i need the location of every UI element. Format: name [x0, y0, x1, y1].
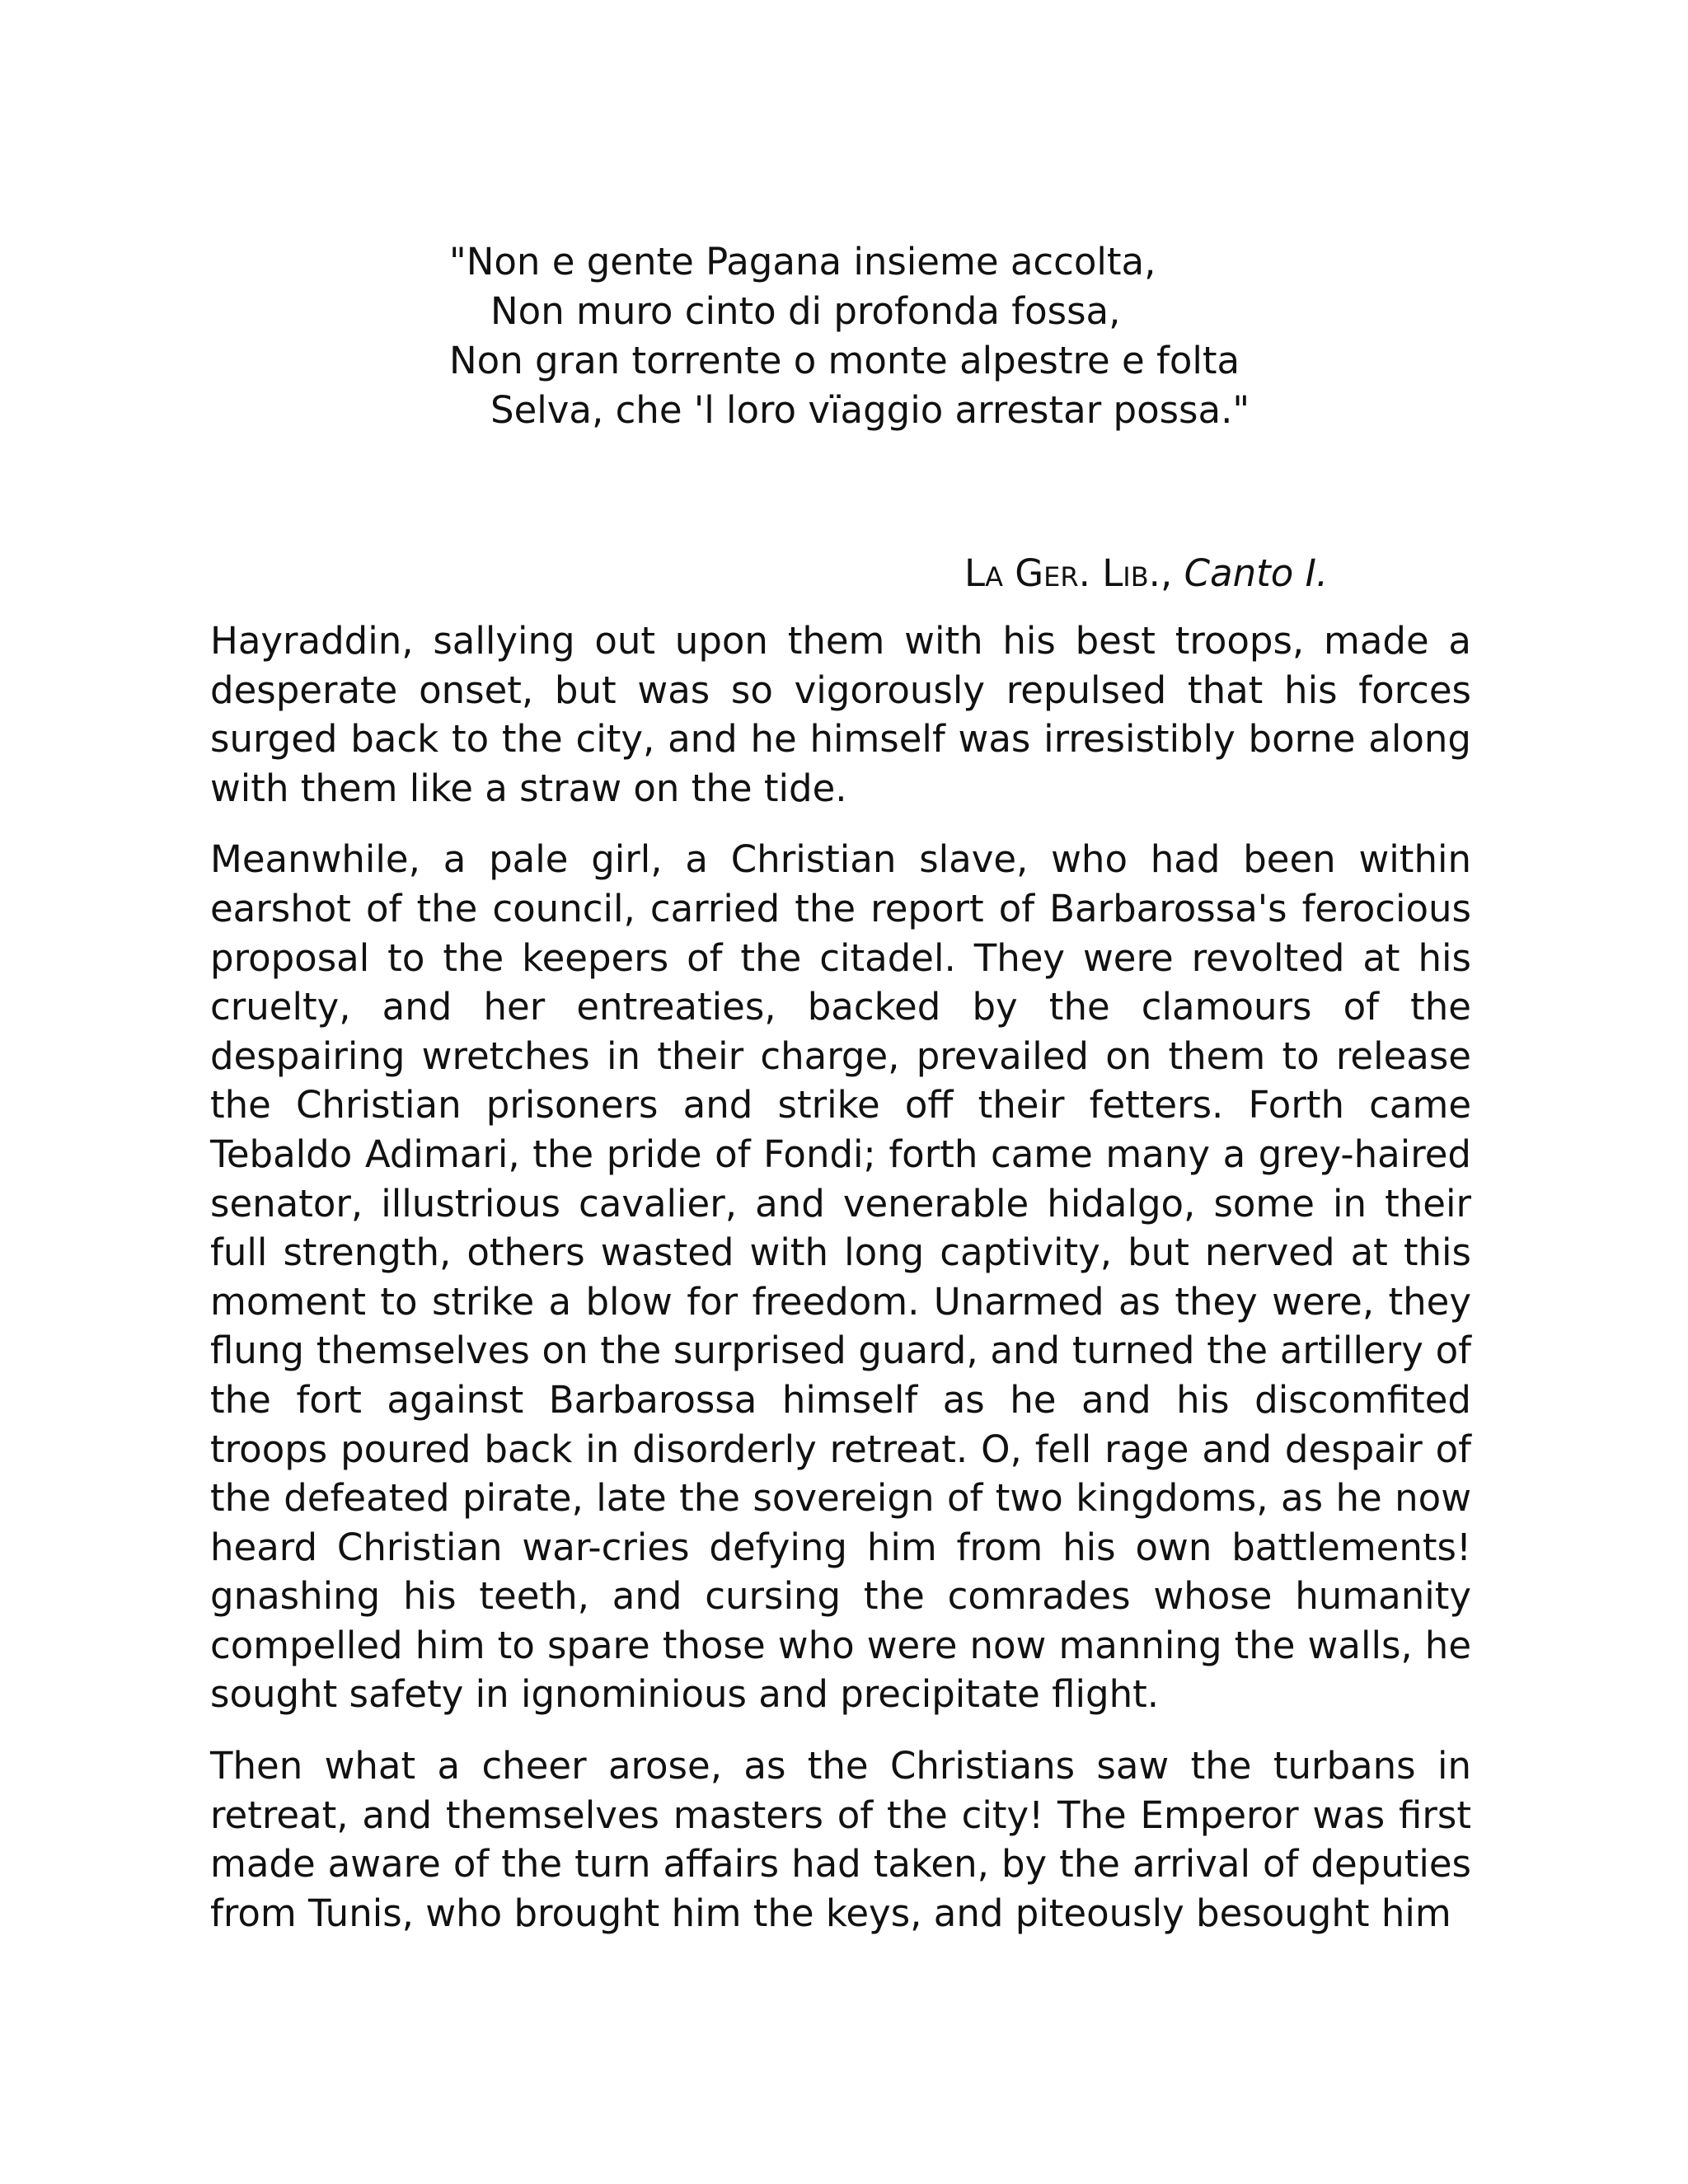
attribution-source: La Ger. Lib., — [964, 551, 1173, 595]
verse-line-1: "Non e gente Pagana insieme accolta, — [449, 240, 1156, 284]
body-text — [210, 616, 1471, 1960]
attribution-canto: Canto I. — [1184, 551, 1329, 595]
epigraph-verse — [449, 237, 1250, 435]
verse-line-4: Selva, che 'l loro vïaggio arrestar possa." — [490, 388, 1250, 432]
paragraph-1: Hayraddin, sallying out upon them with his best troops, made a desperate onset, but was so vigorously repulsed that his forces surged back to the city, and he himself was irresistibly borne along with them like a straw on the tide. — [210, 619, 1471, 810]
verse-line-3: Non gran torrente o monte alpestre e folta — [449, 339, 1240, 382]
paragraph-3: Then what a cheer arose, as the Christians saw the turbans in retreat, and themselves masters of the city! The Emperor was first made aware of the turn affairs had taken, by the arrival of deputies from Tunis, who brought him the keys, and piteously besought him — [210, 1744, 1471, 1935]
verse-line-2: Non muro cinto di profonda fossa, — [490, 289, 1121, 333]
paragraph-2: Meanwhile, a pale girl, a Christian slave, who had been within earshot of the council, carried the report of Barbarossa's ferocious proposal to the keepers of the citadel. They were revolted at his cruelty, and her entreaties, backed by the clamours of the despairing wretches in their charge, prevailed on them to release the Christian prisoners and strike off their fetters. Forth came Tebaldo Adimari, the pride of Fondi; forth came many a grey-haired senator, illustrious cavalier, and venerable hidalgo, some in their full strength, others wasted with long captivity, but nerved at this moment to strike a blow for freedom. Unarmed as they were, they flung themselves on the surprised guard, and turned the artillery of the fort against Barbarossa himself as he and his discomfited troops poured back in disorderly retreat. O, fell rage and despair of the defeated pirate, late the sovereign of two kingdoms, as he now heard Christian war-cries defying him from his own battlements! gnashing his teeth, and cursing the comrades whose humanity compelled him to spare those who were now manning the walls, he sought safety in ignominious and precipitate flight. — [210, 837, 1471, 1717]
epigraph-attribution — [964, 549, 1328, 598]
